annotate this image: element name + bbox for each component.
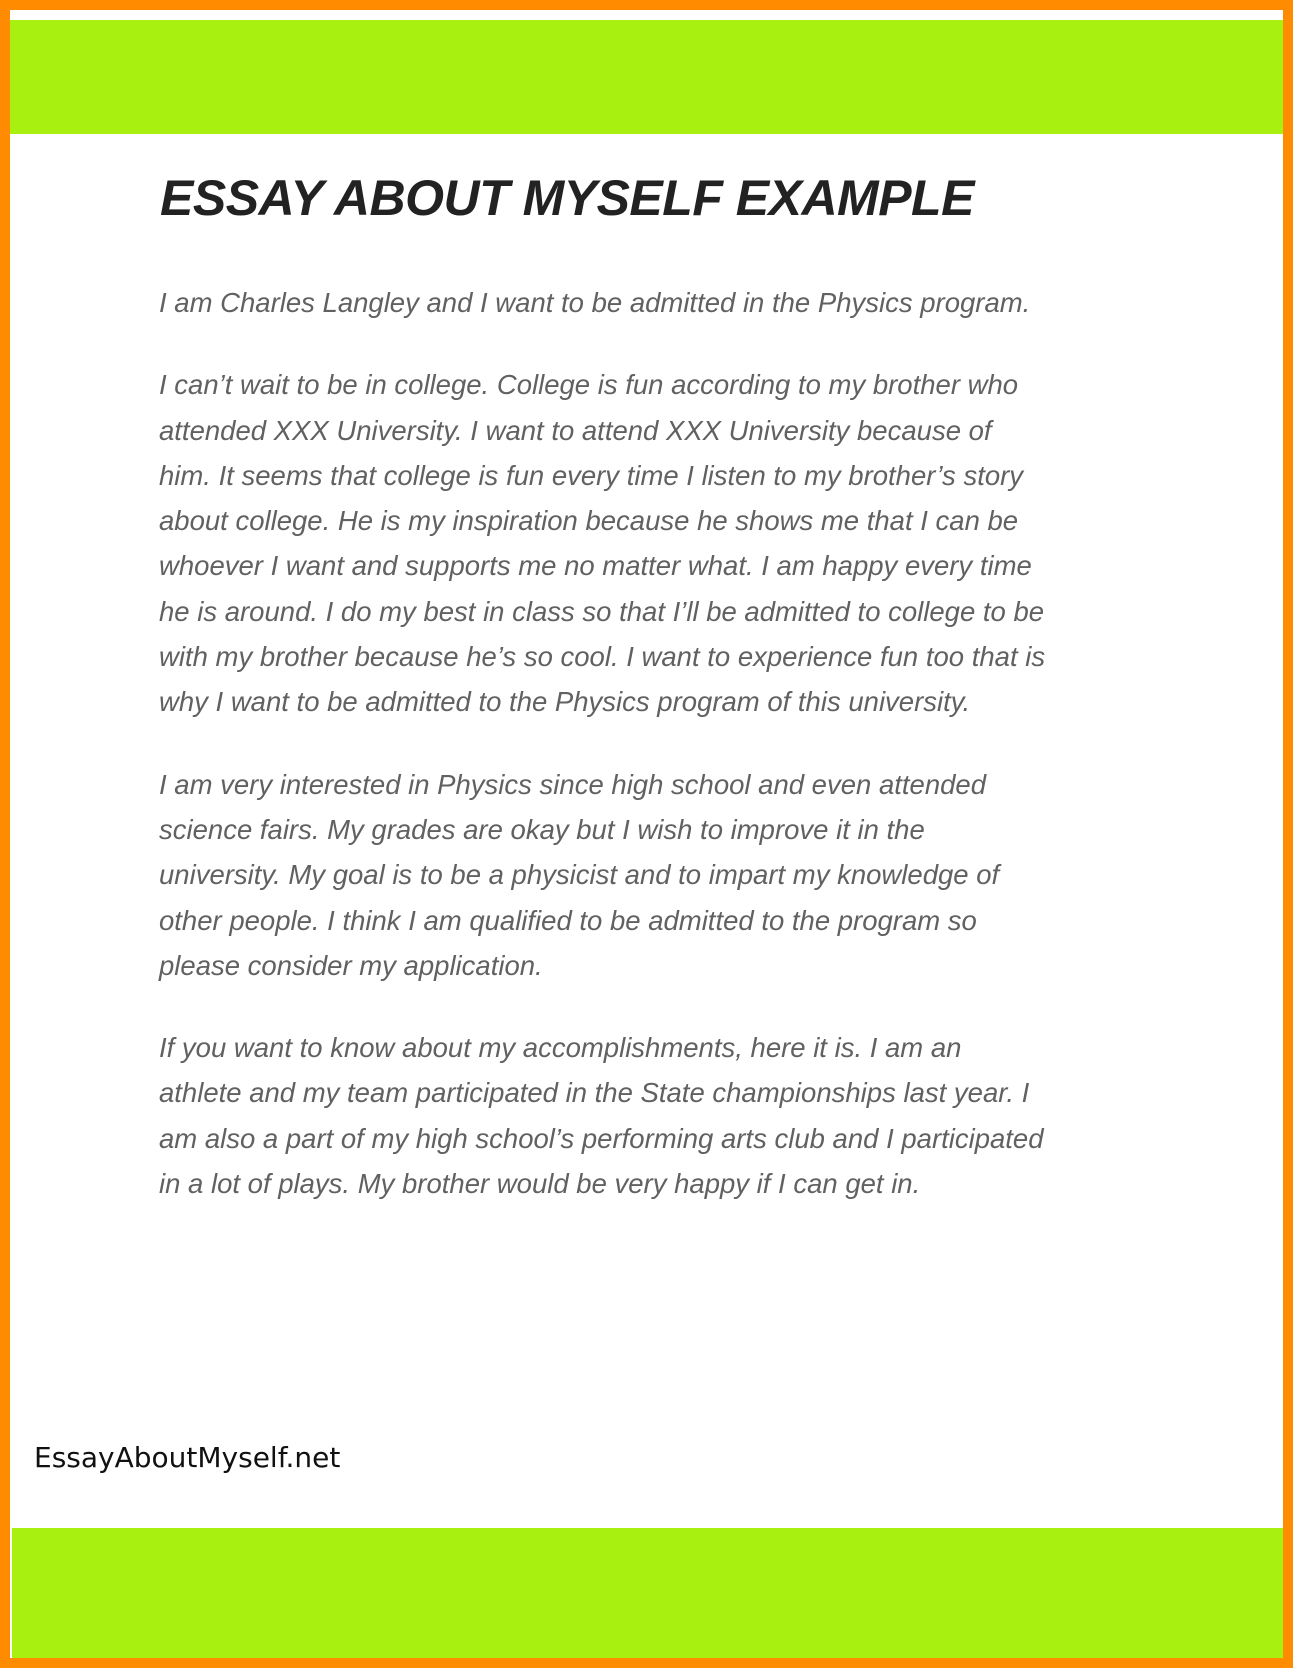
paragraph-intro — [159, 280, 1159, 325]
text-line: science fairs. My grades are okay but I wish to improve it in the — [159, 813, 925, 845]
text-line: athlete and my team participated in the State championships last year. I — [159, 1077, 1030, 1109]
text-line: him. It seems that college is fun every time I listen to my brother’s story — [159, 459, 1024, 491]
top-green-band — [10, 20, 1283, 134]
text-line: why I want to be admitted to the Physics program of this university. — [159, 686, 971, 718]
text-line: I am very interested in Physics since high school and even attended — [159, 768, 987, 800]
text-line: If you want to know about my accomplishments, here it is. I am an — [159, 1032, 962, 1064]
text-line: other people. I think I am qualified to be admitted to the program so — [159, 904, 977, 936]
paragraph-accomplishments — [159, 1025, 1159, 1206]
text-line: about college. He is my inspiration because he shows me that I can be — [159, 505, 1019, 537]
bottom-green-band — [12, 1528, 1283, 1663]
text-line: he is around. I do my best in class so that I’ll be admitted to college to be — [159, 595, 1045, 627]
text-line: I can’t wait to be in college. College is fun according to my brother who — [159, 369, 1019, 401]
text-line: with my brother because he’s so cool. I want to experience fun too that is — [159, 641, 1046, 673]
text-line: attended XXX University. I want to attend XXX University because of — [159, 414, 992, 446]
text-line: am also a part of my high school’s performing arts club and I participated — [159, 1122, 1044, 1154]
essay-body — [159, 280, 1159, 1243]
text-line: university. My goal is to be a physicist and to impart my knowledge of — [159, 859, 1000, 891]
paragraph-college — [159, 362, 1159, 724]
text-line: whoever I want and supports me no matter what. I am happy every time — [159, 550, 1032, 582]
text-line: in a lot of plays. My brother would be very happy if I can get in. — [159, 1168, 921, 1200]
text-line: please consider my application. — [159, 949, 543, 981]
website-credit: EssayAboutMyself.net — [34, 1441, 341, 1474]
essay-title: ESSAY ABOUT MYSELF EXAMPLE — [160, 170, 974, 226]
paragraph-physics — [159, 762, 1159, 988]
text-line: I am Charles Langley and I want to be admitted in the Physics program. — [159, 287, 1031, 318]
